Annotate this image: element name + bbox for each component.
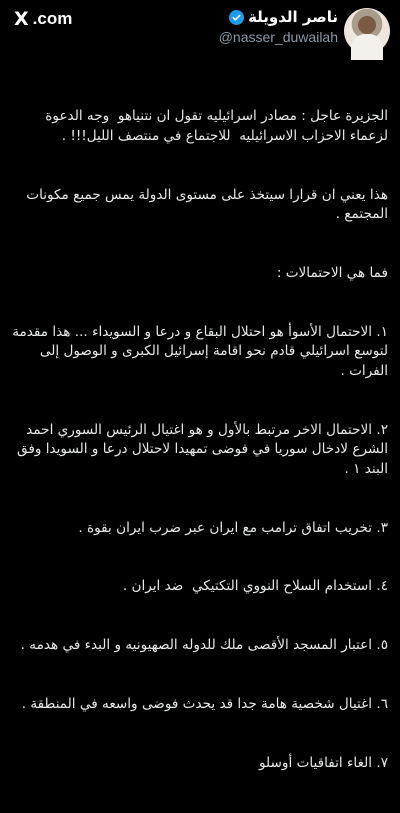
avatar-body [351, 34, 383, 60]
tweet-text [7, 68, 388, 813]
tweet-line: ١. الاحتمال الأسوأ هو احتلال البقاع و درعا و السويداء ... هذا مقدمة لتوسع اسرائيلي قادم نحو اقامة إسرائيل الكبرى و الوصول إلى الفرات . [7, 323, 388, 379]
tweet-line: ٤. استخدام السلاح النووي التكتيكي ضد ايران . [122, 578, 388, 595]
avatar-head [358, 16, 376, 34]
tweet-header [0, 0, 400, 62]
x-com-brand[interactable] [14, 9, 72, 29]
verified-badge-icon [229, 10, 244, 25]
brand-domain: .com [32, 9, 73, 28]
avatar[interactable] [344, 8, 390, 54]
tweet-line: ٢. الاحتمال الاخر مرتبط بالأول و هو اغتيال الرئيس السوري احمد الشرع لادخال سوريا في فوضى تمهيدا لاحتلال درعا و السويدا وفق البند ١ . [12, 421, 388, 477]
tweet-line: ٥. اعتبار المسجد الأقصى ملك للدوله الصهيونيه و البدء في هدمه . [20, 637, 388, 654]
tweet-line: ٧. الغاء اتفاقيات أوسلو [259, 754, 388, 771]
x-logo-icon: X [14, 7, 29, 30]
author-info[interactable] [219, 8, 338, 45]
author-display-name[interactable]: ناصر الدويلة [248, 8, 338, 26]
tweet-line: فما هي الاحتمالات : [276, 264, 388, 281]
tweet-line: ٣. تخريب اتفاق ترامب مع ايران عبر ضرب ايران بقوة . [78, 519, 388, 536]
tweet-line: الجزيرة عاجل : مصادر اسرائيليه تقول ان نتنياهو وجه الدعوة لزعماء الاحزاب الاسرائيليه للاجتماع في منتصف الليل!!! . [40, 108, 388, 144]
tweet-line: هذا يعني ان قرارا سيتخذ على مستوى الدولة يمس جميع مكونات المجتمع . [21, 186, 388, 223]
author-handle[interactable]: @nasser_duwailah [218, 29, 338, 45]
tweet-line: ٦. اغتيال شخصية هامة جدا قد يحدث فوضى واسعه في المنطقة . [21, 696, 388, 712]
